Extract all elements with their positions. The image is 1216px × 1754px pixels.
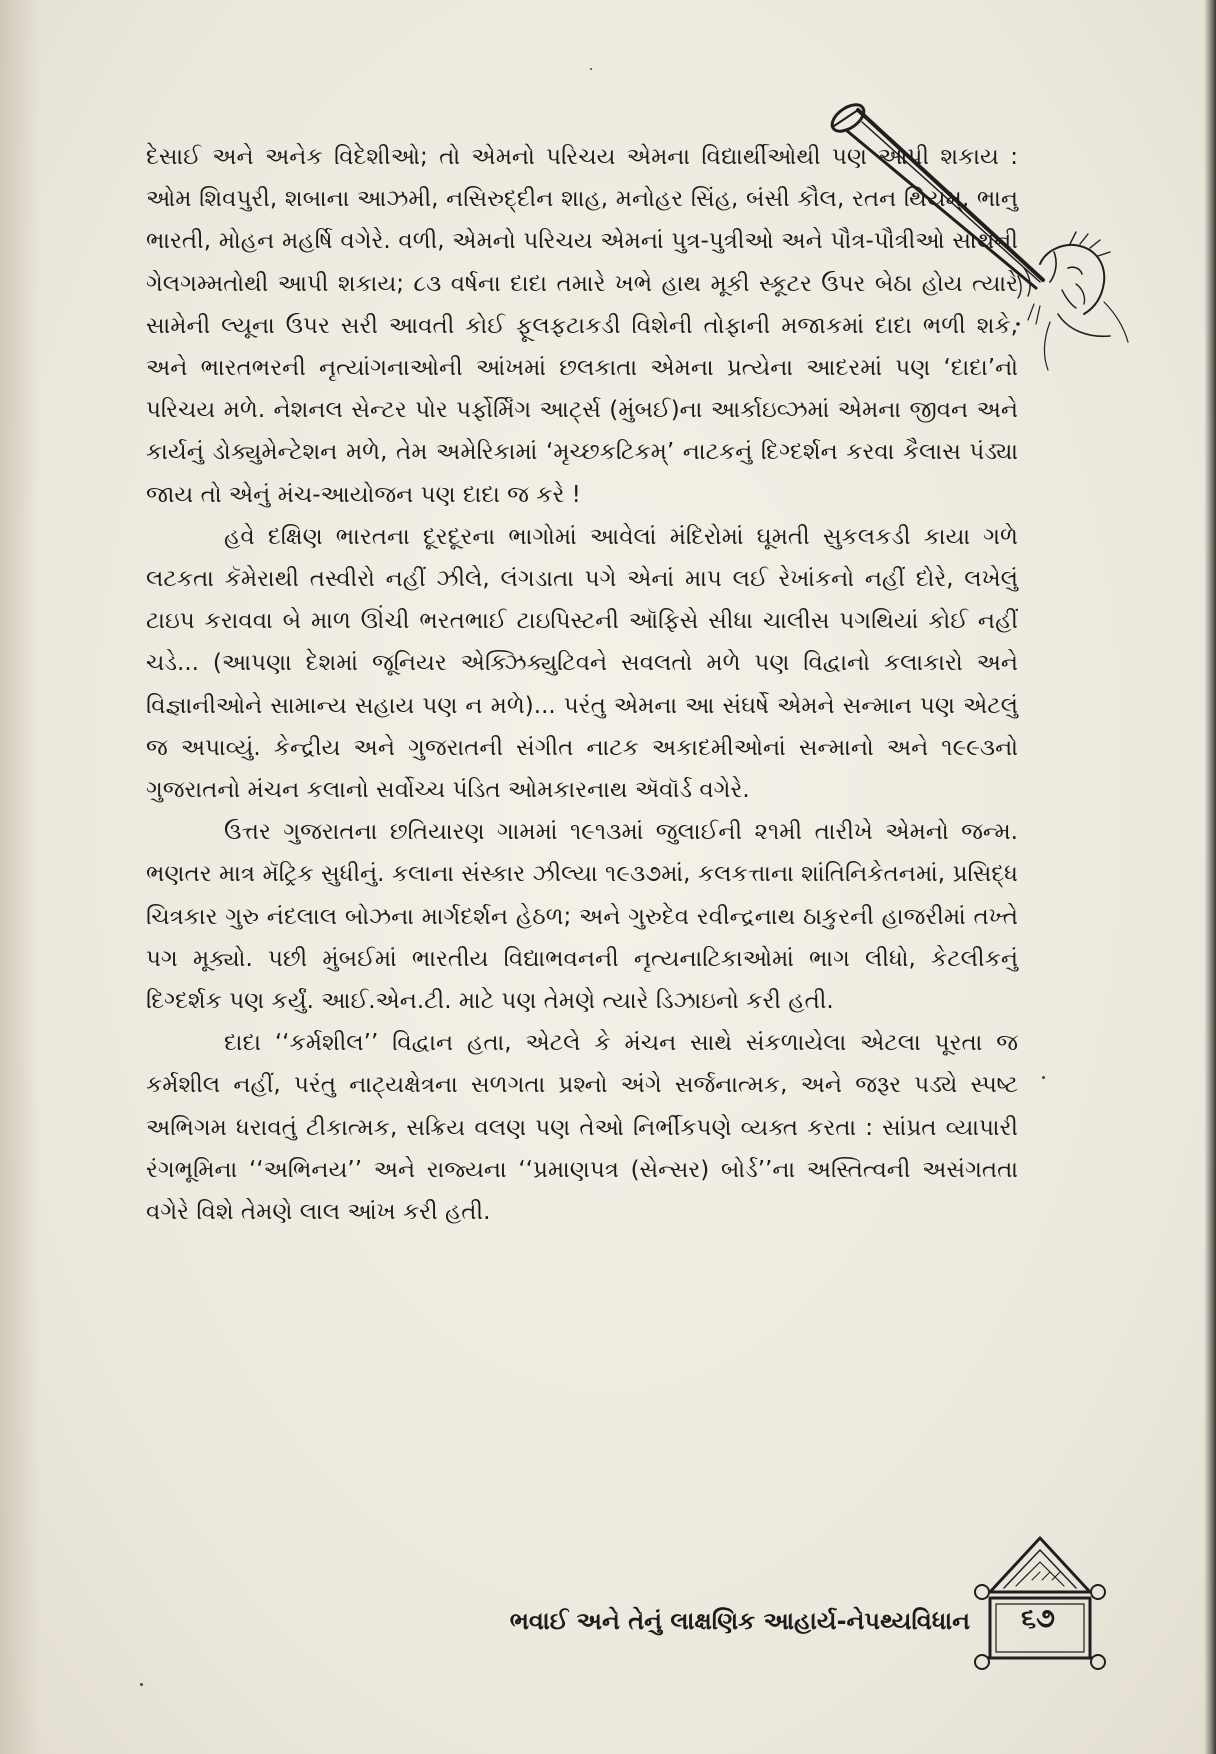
page-number: ૬૭: [1021, 1603, 1055, 1634]
speck-mark: [140, 1683, 143, 1686]
speck-mark: [590, 68, 592, 70]
speck-mark: [1042, 1076, 1045, 1079]
body-text: [146, 136, 1018, 1233]
paragraph-2: હવે દક્ષિણ ભારતના દૂરદૂરના ભાગોમાં આવેલાં મંદિરોમાં ઘૂમતી સુકલકડી કાયા ગળે લટકતા કૅમેરાથી તસ્વીરો નહીં ઝીલે, લંગડાતા પગે એનાં માપ લઈ રેખાંકનો નહીં દોરે, લખેલું ટાઇપ કરાવવા બે માળ ઊંચી ભરતભાઈ ટાઇપિસ્ટની ઑફિસે સીધા ચાલીસ પગથિયાં કોઈ નહીં ચડે... (આપણા દેશમાં જૂનિયર એક્ઝિક્યુટિવને સવલતો મળે પણ વિદ્વાનો કલાકારો અને વિજ્ઞાનીઓને સામાન્ય સહાય પણ ન મળે)... પરંતુ એમના આ સંઘર્ષે એમને સન્માન પણ એટલું જ અપાવ્યું. કેન્દ્રીય અને ગુજરાતની સંગીત નાટક અકાદમીઓનાં સન્માનો અને ૧૯૯૩નો ગુજરાતનો મંચન કલાનો સર્વોચ્ચ પંડિત ઓમકારનાથ ઍવૉર્ડ વગેરે.: [146, 523, 1018, 804]
running-footer-title: ભવાઈ અને તેનું લાક્ષણિક આહાર્ય-નેપથ્યવિધાન: [509, 1607, 970, 1635]
paragraph-1: દેસાઈ અને અનેક વિદેશીઓ; તો એમનો પરિચય એમના વિદ્યાર્થીઓથી પણ આપી શકાય : ઓમ શિવપુરી, શબાના આઝમી, નસિરુદ્દીન શાહ, મનોહર સિંહ, બંસી કૌલ, રતન થિયમ્, ભાનુ ભારતી, મોહન મહર્ષિ વગેરે. વળી, એમનો પરિચય એમનાં પુત્ર-પુત્રીઓ અને પૌત્ર-પૌત્રીઓ સાથેની ગેલગમ્મતોથી આપી શકાય; ૮૩ વર્ષના દાદા તમારે ખભે હાથ મૂકી સ્કૂટર ઉપર બેઠા હોય ત્યારે સામેની લ્યૂના ઉપર સરી આવતી કોઈ ફૂલફટાકડી વિશેની તોફાની મજાકમાં દાદા ભળી શકે, અને ભારતભરની નૃત્યાંગનાઓની આંખમાં છલકાતા એમના પ્રત્યેના આદરમાં પણ ‘દાદા’નો પરિચય મળે. નેશનલ સેન્ટર પોર પર્ફોર્મિંગ આર્ટ્સ (મુંબઈ)ના આર્કાઇવ્ઝમાં એમના જીવન અને કાર્યનું ડોક્યુમેન્ટેશન મળે, તેમ અમેરિકામાં ‘મૃચ્છકટિકમ્’ નાટકનું દિગ્દર્શન કરવા કૈલાસ પંડ્યા જાય તો એનું મંચ-આયોજન પણ દાદા જ કરે !: [146, 144, 1018, 508]
page-left-shadow: [0, 0, 40, 1754]
paragraph-3: ઉત્તર ગુજરાતના છતિયારણ ગામમાં ૧૯૧૩માં જુલાઈની ૨૧મી તારીખે એમનો જન્મ. ભણતર માત્ર મૅટ્રિક સુધીનું. કલાના સંસ્કાર ઝીલ્યા ૧૯૩૭માં, કલકત્તાના શાંતિનિકેતનમાં, પ્રસિદ્ધ ચિત્રકાર ગુરુ નંદલાલ બોઝના માર્ગદર્શન હેઠળ; અને ગુરુદેવ રવીન્દ્રનાથ ઠાકુરની હાજરીમાં તખ્તે પગ મૂક્યો. પછી મુંબઈમાં ભારતીય વિદ્યાભવનની નૃત્યનાટિકાઓમાં ભાગ લીધો, કેટલીકનું દિગ્દર્શક પણ કર્યું. આઈ.એન.ટી. માટે પણ તેમણે ત્યારે ડિઝાઇનો કરી હતી.: [146, 819, 1018, 1015]
paragraph-4: દાદા ‘‘કર્મશીલ’’ વિદ્વાન હતા, એટલે કે મંચન સાથે સંકળાયેલા એટલા પૂરતા જ કર્મશીલ નહીં, પરંતુ નાટ્યક્ષેત્રના સળગતા પ્રશ્નો અંગે સર્જનાત્મક, અને જરૂર પડ્યે સ્પષ્ટ અભિગમ ધરાવતું ટીકાત્મક, સક્રિય વલણ પણ તેઓ નિર્ભીકપણે વ્યક્ત કરતા : સાંપ્રત વ્યાપારી રંગભૂમિના ‘‘અભિનય’’ અને રાજ્યના ‘‘પ્રમાણપત્ર (સેન્સર) બોર્ડ’’ના અસ્તિત્વની અસંગતતા વગેરે વિશે તેમણે લાલ આંખ કરી હતી.: [146, 1030, 1018, 1226]
page-right-edge: [1204, 0, 1216, 1754]
